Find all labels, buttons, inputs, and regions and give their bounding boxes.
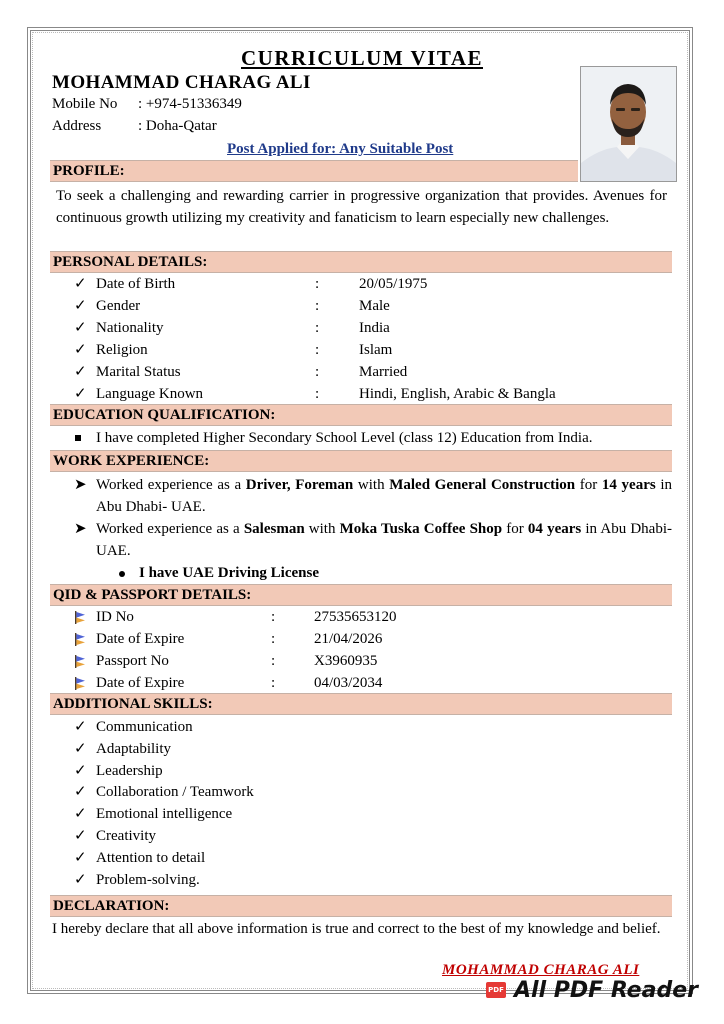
work-1-position: Driver, Foreman xyxy=(245,477,354,493)
personal-value: Married xyxy=(359,364,408,380)
personal-label: Marital Status xyxy=(96,364,181,380)
work-experience-heading: WORK EXPERIENCE: xyxy=(50,450,672,472)
personal-separator: : xyxy=(315,342,320,358)
qid-separator: : xyxy=(271,675,276,691)
flag-bullet-icon xyxy=(74,633,86,651)
mobile-row xyxy=(52,96,242,113)
check-icon: ✓ xyxy=(74,276,87,292)
check-icon: ✓ xyxy=(74,871,87,888)
personal-value: Hindi, English, Arabic & Bangla xyxy=(359,386,556,402)
check-icon: ✓ xyxy=(74,320,87,336)
signature: MOHAMMAD CHARAG ALI xyxy=(442,962,640,978)
qid-value: 27535653120 xyxy=(314,609,397,625)
work-1-text-e: for xyxy=(575,477,602,493)
work-1-duration: 14 years xyxy=(601,477,656,493)
skill-item: Leadership xyxy=(96,762,163,779)
personal-separator: : xyxy=(315,276,320,292)
candidate-name: MOHAMMAD CHARAG ALI xyxy=(52,72,311,93)
work-item-2 xyxy=(96,518,672,562)
check-icon: ✓ xyxy=(74,762,87,779)
personal-value: India xyxy=(359,320,390,336)
watermark xyxy=(486,976,698,1004)
check-icon: ✓ xyxy=(74,849,87,866)
license-text: I have UAE Driving License xyxy=(139,565,319,581)
profile-photo-illustration xyxy=(581,67,676,181)
qid-passport-heading: QID & PASSPORT DETAILS: xyxy=(50,584,672,606)
qid-label: Passport No xyxy=(96,653,169,669)
education-heading: EDUCATION QUALIFICATION: xyxy=(50,404,672,426)
skill-item: Problem-solving. xyxy=(96,871,200,888)
work-2-location: in Abu Dhabi- UAE. xyxy=(96,521,673,559)
check-icon: ✓ xyxy=(74,784,87,801)
qid-label: ID No xyxy=(96,609,134,625)
additional-skills-heading: ADDITIONAL SKILLS: xyxy=(50,693,672,715)
work-1-text-c: with xyxy=(353,477,390,493)
pdf-badge-icon: PDF xyxy=(486,982,506,998)
skill-item: Adaptability xyxy=(96,740,171,757)
qid-separator: : xyxy=(271,631,276,647)
personal-separator: : xyxy=(315,364,320,380)
skill-item: Creativity xyxy=(96,828,156,844)
personal-details-heading: PERSONAL DETAILS: xyxy=(50,251,672,273)
work-2-text-e: for xyxy=(502,521,528,537)
education-text: I have completed Higher Secondary School Level (class 12) Education from India. xyxy=(96,430,593,446)
flag-bullet-icon xyxy=(74,611,86,629)
skill-item: Emotional intelligence xyxy=(96,806,233,823)
check-icon: ✓ xyxy=(74,364,87,380)
flag-bullet-icon xyxy=(74,655,86,673)
address-label: Address xyxy=(52,118,102,134)
work-2-text-a: Worked experience as a xyxy=(96,521,244,537)
qid-label: Date of Expire xyxy=(96,631,185,647)
declaration-heading: DECLARATION: xyxy=(50,895,672,917)
personal-label: Gender xyxy=(96,298,141,314)
check-icon: ✓ xyxy=(74,828,87,844)
qid-value: 04/03/2034 xyxy=(314,675,383,691)
personal-separator: : xyxy=(315,386,320,402)
qid-separator: : xyxy=(271,653,276,669)
personal-label: Date of Birth xyxy=(96,276,176,292)
qid-label: Date of Expire xyxy=(96,675,185,691)
skill-item: Communication xyxy=(96,719,193,735)
document-title: CURRICULUM VITAE xyxy=(241,46,483,70)
check-icon: ✓ xyxy=(74,342,87,358)
post-applied: Post Applied for: Any Suitable Post xyxy=(227,141,454,157)
qid-value: 21/04/2026 xyxy=(314,631,383,647)
qid-separator: : xyxy=(271,609,276,625)
work-1-location: in Abu Dhabi- UAE. xyxy=(96,477,673,515)
arrow-bullet-icon: ➤ xyxy=(74,521,87,537)
mobile-value: : +974-51336349 xyxy=(138,96,242,112)
skill-item: Collaboration / Teamwork xyxy=(96,784,254,801)
personal-label: Religion xyxy=(96,342,148,358)
dot-bullet-icon xyxy=(119,571,125,577)
work-2-text-c: with xyxy=(304,521,340,537)
profile-text: To seek a challenging and rewarding carrier in progressive organization that provides. Avenues for continuous growth utilizing my creativity and fanaticism to learn especially new challenges. xyxy=(56,188,667,226)
personal-separator: : xyxy=(315,320,320,336)
profile-heading: PROFILE: xyxy=(50,160,578,182)
check-icon: ✓ xyxy=(74,298,87,314)
personal-value: Islam xyxy=(359,342,393,358)
work-1-company: Maled General Construction xyxy=(389,477,576,493)
skill-item: Attention to detail xyxy=(96,849,206,866)
arrow-bullet-icon: ➤ xyxy=(74,477,87,493)
square-bullet-icon xyxy=(75,435,81,441)
address-value: : Doha-Qatar xyxy=(138,118,217,134)
mobile-label: Mobile No xyxy=(52,96,118,112)
address-row xyxy=(52,118,217,135)
check-icon: ✓ xyxy=(74,719,87,735)
personal-value: Male xyxy=(359,298,390,314)
check-icon: ✓ xyxy=(74,740,87,757)
personal-label: Nationality xyxy=(96,320,164,336)
declaration-text: I hereby declare that all above information is true and correct to the best of my knowledge and belief. xyxy=(52,921,661,937)
check-icon: ✓ xyxy=(74,806,87,823)
work-1-text-a: Worked experience as a xyxy=(96,477,246,493)
check-icon: ✓ xyxy=(74,386,87,402)
personal-label: Language Known xyxy=(96,386,204,402)
work-2-position: Salesman xyxy=(243,521,305,537)
work-2-duration: 04 years xyxy=(527,521,582,537)
profile-photo xyxy=(580,66,677,182)
personal-value: 20/05/1975 xyxy=(359,276,428,292)
qid-value: X3960935 xyxy=(314,653,378,669)
personal-separator: : xyxy=(315,298,320,314)
work-2-company: Moka Tuska Coffee Shop xyxy=(339,521,503,537)
watermark-text: All PDF Reader xyxy=(514,977,698,1003)
work-item-1 xyxy=(96,474,672,518)
